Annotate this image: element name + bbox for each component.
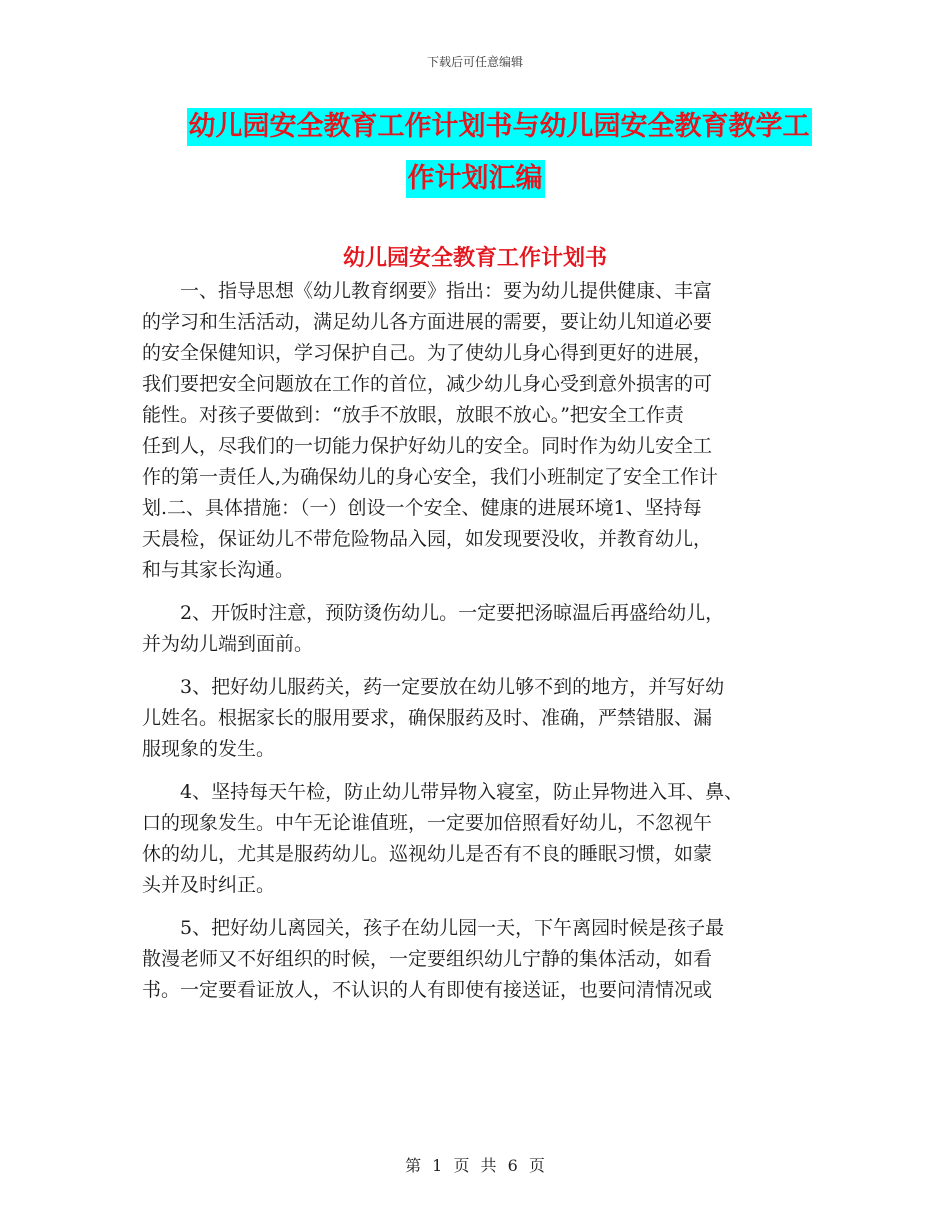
body-line: 2、开饭时注意，预防烫伤幼儿。一定要把汤晾温后再盛给幼儿， bbox=[180, 602, 725, 624]
body-line: 划.二、具体措施：（一）创设一个安全、健康的进展环境1、坚持每 bbox=[142, 497, 702, 519]
body-line: 5、把好幼儿离园关，孩子在幼儿园一天，下午离园时候是孩子最 bbox=[180, 917, 725, 939]
header-note: 下载后可任意编辑 bbox=[426, 55, 523, 69]
body-line: 一、指导思想《幼儿教育纲要》指出：要为幼儿提供健康、丰富 bbox=[180, 280, 713, 302]
document-title-line-2: 作计划汇编 bbox=[406, 160, 545, 198]
body-line: 我们要把安全问题放在工作的首位，减少幼儿身心受到意外损害的可 bbox=[142, 373, 713, 395]
body-line: 并为幼儿端到面前。 bbox=[142, 633, 314, 655]
document-title-line-1: 幼儿园安全教育工作计划书与幼儿园安全教育教学工 bbox=[187, 108, 812, 146]
body-line: 口的现象发生。中午无论谁值班，一定要加倍照看好幼儿，不忽视午 bbox=[142, 812, 713, 834]
body-line: 头并及时纠正。 bbox=[142, 874, 276, 896]
body-line: 4、坚持每天午检，防止幼儿带异物入寝室，防止异物进入耳、鼻、 bbox=[180, 781, 744, 803]
body-line: 和与其家长沟通。 bbox=[142, 559, 295, 581]
section-title: 幼儿园安全教育工作计划书 bbox=[342, 246, 607, 271]
body-line: 书。一定要看证放人，不认识的人有即使有接送证，也要问清情况或 bbox=[142, 979, 713, 1001]
body-line: 能性。对孩子要做到：“放手不放眼，放眼不放心。”把安全工作责 bbox=[142, 404, 684, 426]
body-line: 服现象的发生。 bbox=[142, 738, 276, 760]
body-line: 休的幼儿，尤其是服药幼儿。巡视幼儿是否有不良的睡眠习惯，如蒙 bbox=[142, 843, 713, 865]
document-title bbox=[0, 108, 950, 198]
body-line: 的学习和生活活动，满足幼儿各方面进展的需要，要让幼儿知道必要 bbox=[142, 311, 713, 333]
body-line: 儿姓名。根据家长的服用要求，确保服药及时、准确，严禁错服、漏 bbox=[142, 707, 713, 729]
body-text bbox=[142, 276, 842, 1006]
page-footer: 第 1 页 共 6 页 bbox=[405, 1156, 545, 1175]
body-line: 天晨检，保证幼儿不带危险物品入园，如发现要没收，并教育幼儿， bbox=[142, 528, 713, 550]
body-line: 任到人，尽我们的一切能力保护好幼儿的安全。同时作为幼儿安全工 bbox=[142, 435, 713, 457]
body-line: 的安全保健知识，学习保护自己。为了使幼儿身心得到更好的进展， bbox=[142, 342, 713, 364]
body-line: 散漫老师又不好组织的时候，一定要组织幼儿宁静的集体活动，如看 bbox=[142, 948, 713, 970]
body-line: 作的第一责任人,为确保幼儿的身心安全，我们小班制定了安全工作计 bbox=[142, 466, 719, 488]
body-line: 3、把好幼儿服药关，药一定要放在幼儿够不到的地方，并写好幼 bbox=[180, 676, 725, 698]
